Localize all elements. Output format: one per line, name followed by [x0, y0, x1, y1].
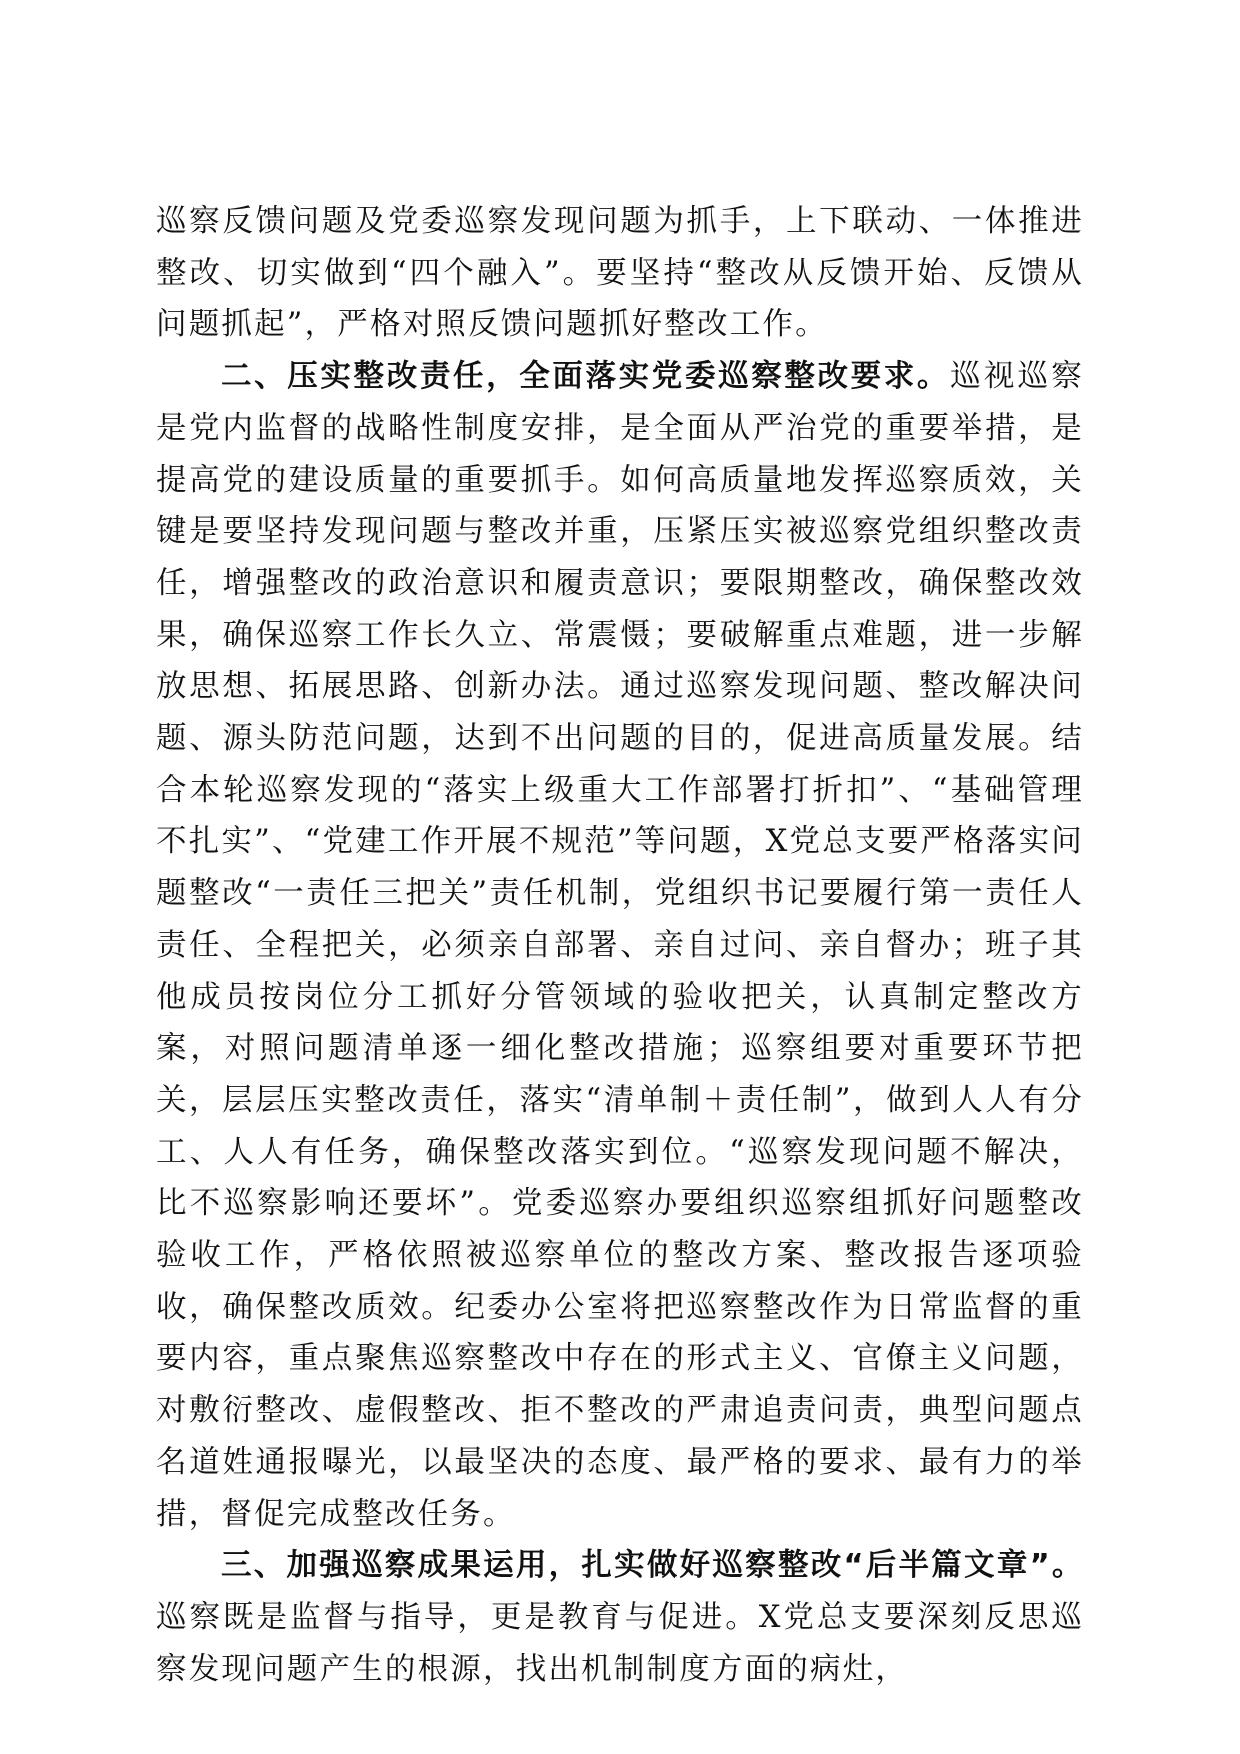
- section-three-heading: 三、加强巡察成果运用，扎实做好巡察整改“后半篇文章”。: [221, 1548, 1084, 1584]
- section-three-body: 巡察既是监督与指导，更是教育与促进。X党总支要深刻反思巡察发现问题产生的根源，找出机制制度方面的病灶，: [156, 1599, 1084, 1687]
- section-two-paragraph: [156, 351, 1084, 1540]
- document-page: [156, 196, 1084, 1695]
- paragraph-body: 巡察反馈问题及党委巡察发现问题为抓手，上下联动、一体推进整改、切实做到“四个融入”。要坚持“整改从反馈开始、反馈从问题抓起”，严格对照反馈问题抓好整改工作。: [156, 204, 1084, 343]
- section-three-paragraph: [156, 1540, 1084, 1695]
- section-two-body: 巡视巡察是党内监督的战略性制度安排，是全面从严治党的重要举措，是提高党的建设质量的重要抓手。如何高质量地发挥巡察质效，关键是要坚持发现问题与整改并重，压紧压实被巡察党组织整改责任，增强整改的政治意识和履责意识；要限期整改，确保整改效果，确保巡察工作长久立、常震慑；要破解重点难题，进一步解放思想、拓展思路、创新办法。通过巡察发现问题、整改解决问题、源头防范问题，达到不出问题的目的，促进高质量发展。结合本轮巡察发现的“落实上级重大工作部署打折扣”、“基础管理不扎实”、“党建工作开展不规范”等问题，X党总支要严格落实问题整改“一责任三把关”责任机制，党组织书记要履行第一责任人责任、全程把关，必须亲自部署、亲自过问、亲自督办；班子其他成员按岗位分工抓好分管领域的验收把关，认真制定整改方案，对照问题清单逐一细化整改措施；巡察组要对重要环节把关，层层压实整改责任，落实“清单制＋责任制”，做到人人有分工、人人有任务，确保整改落实到位。“巡察发现问题不解决，比不巡察影响还要坏”。党委巡察办要组织巡察组抓好问题整改验收工作，严格依照被巡察单位的整改方案、整改报告逐项验收，确保整改质效。纪委办公室将把巡察整改作为日常监督的重要内容，重点聚焦巡察整改中存在的形式主义、官僚主义问题，对敷衍整改、虚假整改、拒不整改的严肃追责问责，典型问题点名道姓通报曝光，以最坚决的态度、最严格的要求、最有力的举措，督促完成整改任务。: [156, 359, 1084, 1532]
- paragraph-continuation: [156, 196, 1084, 351]
- section-two-heading: 二、压实整改责任，全面落实党委巡察整改要求。: [221, 359, 951, 395]
